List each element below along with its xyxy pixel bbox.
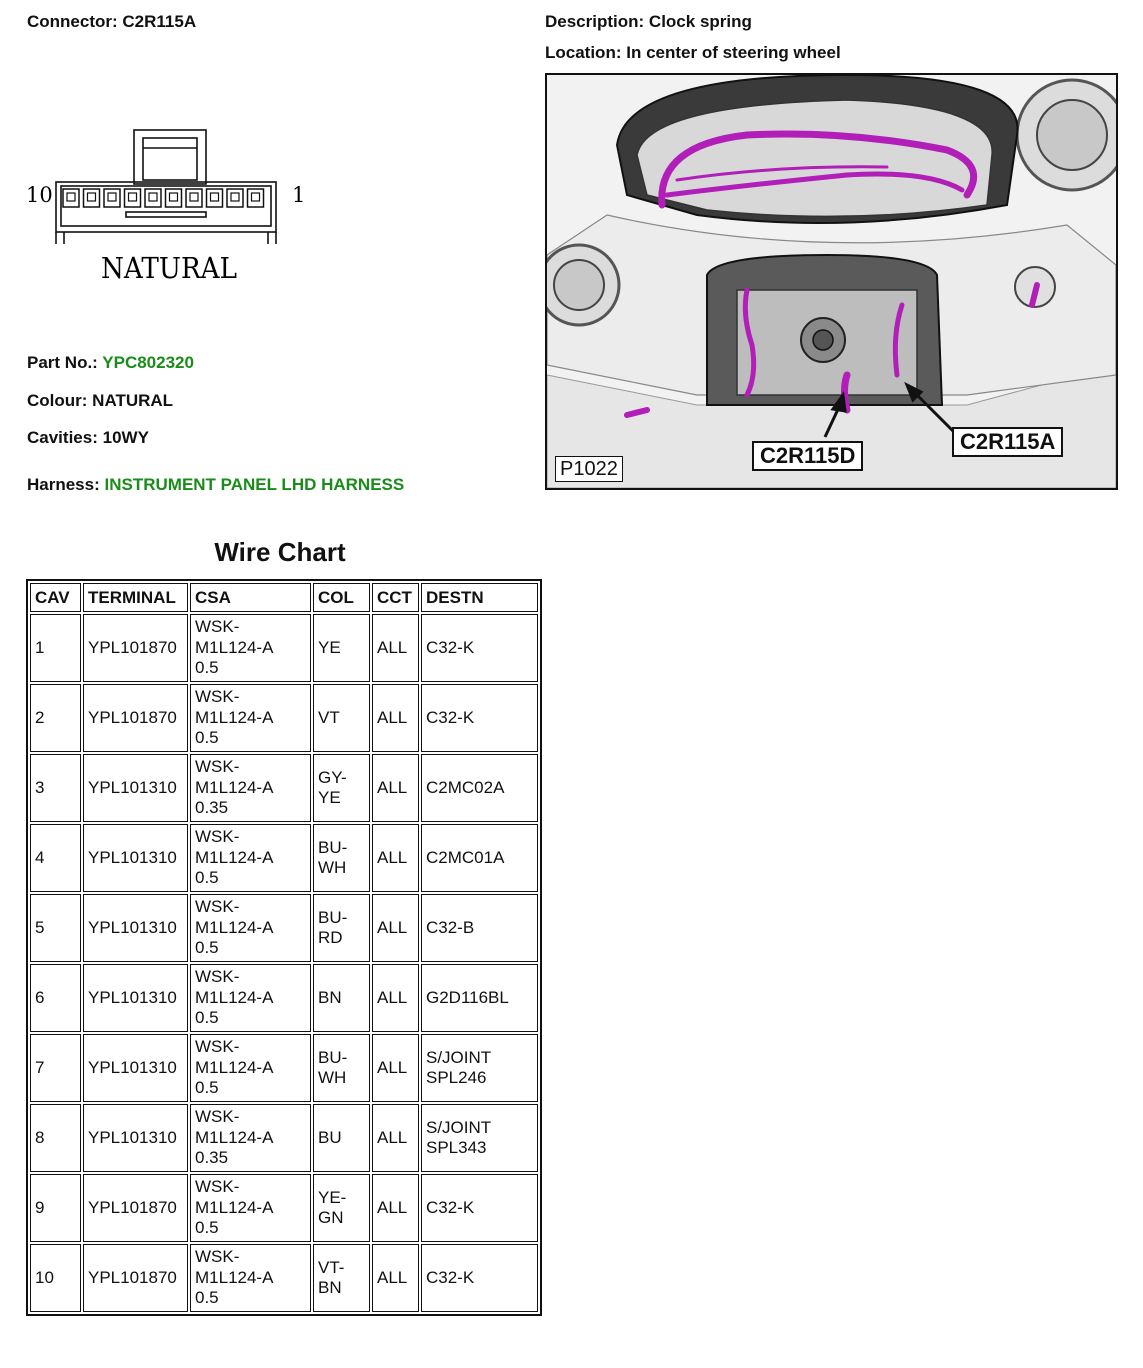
cell-col: BN — [313, 964, 370, 1032]
cavity-inner-icon — [108, 193, 116, 201]
cell-destn: C2MC02A — [421, 754, 538, 822]
header-csa: CSA — [190, 583, 311, 612]
cell-col: GY- YE — [313, 754, 370, 822]
cell-destn: C32-K — [421, 684, 538, 752]
cell-cav: 5 — [30, 894, 81, 962]
cell-cct: ALL — [372, 1104, 419, 1172]
wire-chart-title: Wire Chart — [214, 537, 346, 567]
cell-csa: WSK- M1L124-A 0.5 — [190, 614, 311, 682]
cavity-icon — [227, 189, 243, 207]
cell-cav: 3 — [30, 754, 81, 822]
cavity-icon — [207, 189, 223, 207]
colour-label: Colour: — [27, 391, 88, 410]
description-label: Description: — [545, 12, 645, 31]
connector-colour-text: NATURAL — [101, 251, 237, 285]
table-row — [30, 614, 538, 682]
part-no-link[interactable]: YPC802320 — [102, 353, 194, 372]
table-row — [30, 964, 538, 1032]
cell-cav: 9 — [30, 1174, 81, 1242]
cavity-inner-icon — [231, 193, 239, 201]
table-row — [30, 894, 538, 962]
cell-col: VT — [313, 684, 370, 752]
connector-line — [27, 12, 196, 32]
colour-line — [27, 391, 173, 411]
cell-csa: WSK- M1L124-A 0.5 — [190, 684, 311, 752]
description-line — [545, 12, 752, 32]
cell-csa: WSK- M1L124-A 0.5 — [190, 1174, 311, 1242]
pin-number-right: 1 — [292, 183, 306, 207]
harness-line — [27, 475, 404, 495]
connector-label: Connector: — [27, 12, 118, 31]
cell-cav: 8 — [30, 1104, 81, 1172]
description-value: Clock spring — [648, 12, 752, 31]
cavity-inner-icon — [170, 193, 178, 201]
cell-terminal: YPL101310 — [83, 1104, 188, 1172]
wire-chart-header-row — [30, 583, 538, 612]
cavity-icon — [104, 189, 120, 207]
callout-c2r115d: C2R115D — [752, 441, 863, 471]
cell-destn: C32-K — [421, 1244, 538, 1312]
table-row — [30, 824, 538, 892]
cavities-line — [27, 428, 149, 448]
table-row — [30, 684, 538, 752]
cell-csa: WSK- M1L124-A 0.5 — [190, 894, 311, 962]
cell-cct: ALL — [372, 1174, 419, 1242]
header-cav: CAV — [30, 583, 81, 612]
cell-cct: ALL — [372, 1244, 419, 1312]
cell-destn: S/JOINT SPL246 — [421, 1034, 538, 1102]
cavity-icon — [145, 189, 161, 207]
cell-csa: WSK- M1L124-A 0.5 — [190, 1244, 311, 1312]
cell-terminal: YPL101870 — [83, 1174, 188, 1242]
part-no-line — [27, 353, 194, 373]
cell-terminal: YPL101870 — [83, 684, 188, 752]
table-row — [30, 1104, 538, 1172]
part-no-label: Part No.: — [27, 353, 98, 372]
cavity-inner-icon — [211, 193, 219, 201]
cavity-inner-icon — [149, 193, 157, 201]
cell-csa: WSK- M1L124-A 0.35 — [190, 754, 311, 822]
callout-c2r115a: C2R115A — [952, 427, 1063, 457]
colour-value: NATURAL — [92, 391, 174, 410]
cell-destn: C2MC01A — [421, 824, 538, 892]
cavity-inner-icon — [67, 193, 75, 201]
cell-cct: ALL — [372, 964, 419, 1032]
pin-number-left: 10 — [26, 183, 53, 207]
cell-destn: C32-K — [421, 1174, 538, 1242]
cell-cav: 4 — [30, 824, 81, 892]
cell-cct: ALL — [372, 614, 419, 682]
cavity-icon — [186, 189, 202, 207]
cell-terminal: YPL101310 — [83, 964, 188, 1032]
cell-cav: 2 — [30, 684, 81, 752]
cavities-value: 10WY — [102, 428, 149, 447]
cell-col: YE — [313, 614, 370, 682]
table-row — [30, 1244, 538, 1312]
cell-terminal: YPL101310 — [83, 824, 188, 892]
cavity-inner-icon — [190, 193, 198, 201]
cell-terminal: YPL101310 — [83, 754, 188, 822]
cell-cct: ALL — [372, 754, 419, 822]
cavity-icon — [84, 189, 100, 207]
cell-terminal: YPL101310 — [83, 894, 188, 962]
cavity-icon — [125, 189, 141, 207]
cell-terminal: YPL101870 — [83, 1244, 188, 1312]
cell-csa: WSK- M1L124-A 0.5 — [190, 1034, 311, 1102]
connector-face-drawing — [26, 126, 316, 291]
harness-link[interactable]: INSTRUMENT PANEL LHD HARNESS — [104, 475, 405, 494]
cavity-inner-icon — [129, 193, 137, 201]
wire-chart-table — [26, 579, 542, 1316]
location-line — [545, 43, 841, 63]
cell-cct: ALL — [372, 1034, 419, 1102]
cell-destn: C32-K — [421, 614, 538, 682]
cavities-label: Cavities: — [27, 428, 98, 447]
cell-col: YE- GN — [313, 1174, 370, 1242]
cell-destn: S/JOINT SPL343 — [421, 1104, 538, 1172]
header-cct: CCT — [372, 583, 419, 612]
table-row — [30, 1174, 538, 1242]
cell-csa: WSK- M1L124-A 0.5 — [190, 824, 311, 892]
connector-value: C2R115A — [122, 12, 197, 31]
cell-col: BU — [313, 1104, 370, 1172]
cavity-inner-icon — [252, 193, 260, 201]
cavity-icon — [166, 189, 182, 207]
cell-cav: 6 — [30, 964, 81, 1032]
cavity-group — [63, 189, 264, 207]
cell-csa: WSK- M1L124-A 0.5 — [190, 964, 311, 1032]
header-destn: DESTN — [421, 583, 538, 612]
cell-cav: 7 — [30, 1034, 81, 1102]
cell-cav: 1 — [30, 614, 81, 682]
cell-col: BU- RD — [313, 894, 370, 962]
cell-destn: G2D116BL — [421, 964, 538, 1032]
cell-cct: ALL — [372, 684, 419, 752]
location-value: In center of steering wheel — [626, 43, 841, 62]
header-col: COL — [313, 583, 370, 612]
cavity-icon — [63, 189, 79, 207]
cell-cct: ALL — [372, 824, 419, 892]
cell-terminal: YPL101310 — [83, 1034, 188, 1102]
harness-label: Harness: — [27, 475, 100, 494]
cell-cav: 10 — [30, 1244, 81, 1312]
cell-csa: WSK- M1L124-A 0.35 — [190, 1104, 311, 1172]
cavity-inner-icon — [88, 193, 96, 201]
location-label: Location: — [545, 43, 622, 62]
cell-destn: C32-B — [421, 894, 538, 962]
location-figure — [545, 73, 1118, 490]
header-terminal: TERMINAL — [83, 583, 188, 612]
cell-terminal: YPL101870 — [83, 614, 188, 682]
figure-id: P1022 — [555, 456, 623, 482]
cell-col: BU- WH — [313, 1034, 370, 1102]
cavity-icon — [248, 189, 264, 207]
cell-cct: ALL — [372, 894, 419, 962]
cell-col: BU- WH — [313, 824, 370, 892]
table-row — [30, 1034, 538, 1102]
cell-col: VT- BN — [313, 1244, 370, 1312]
table-row — [30, 754, 538, 822]
